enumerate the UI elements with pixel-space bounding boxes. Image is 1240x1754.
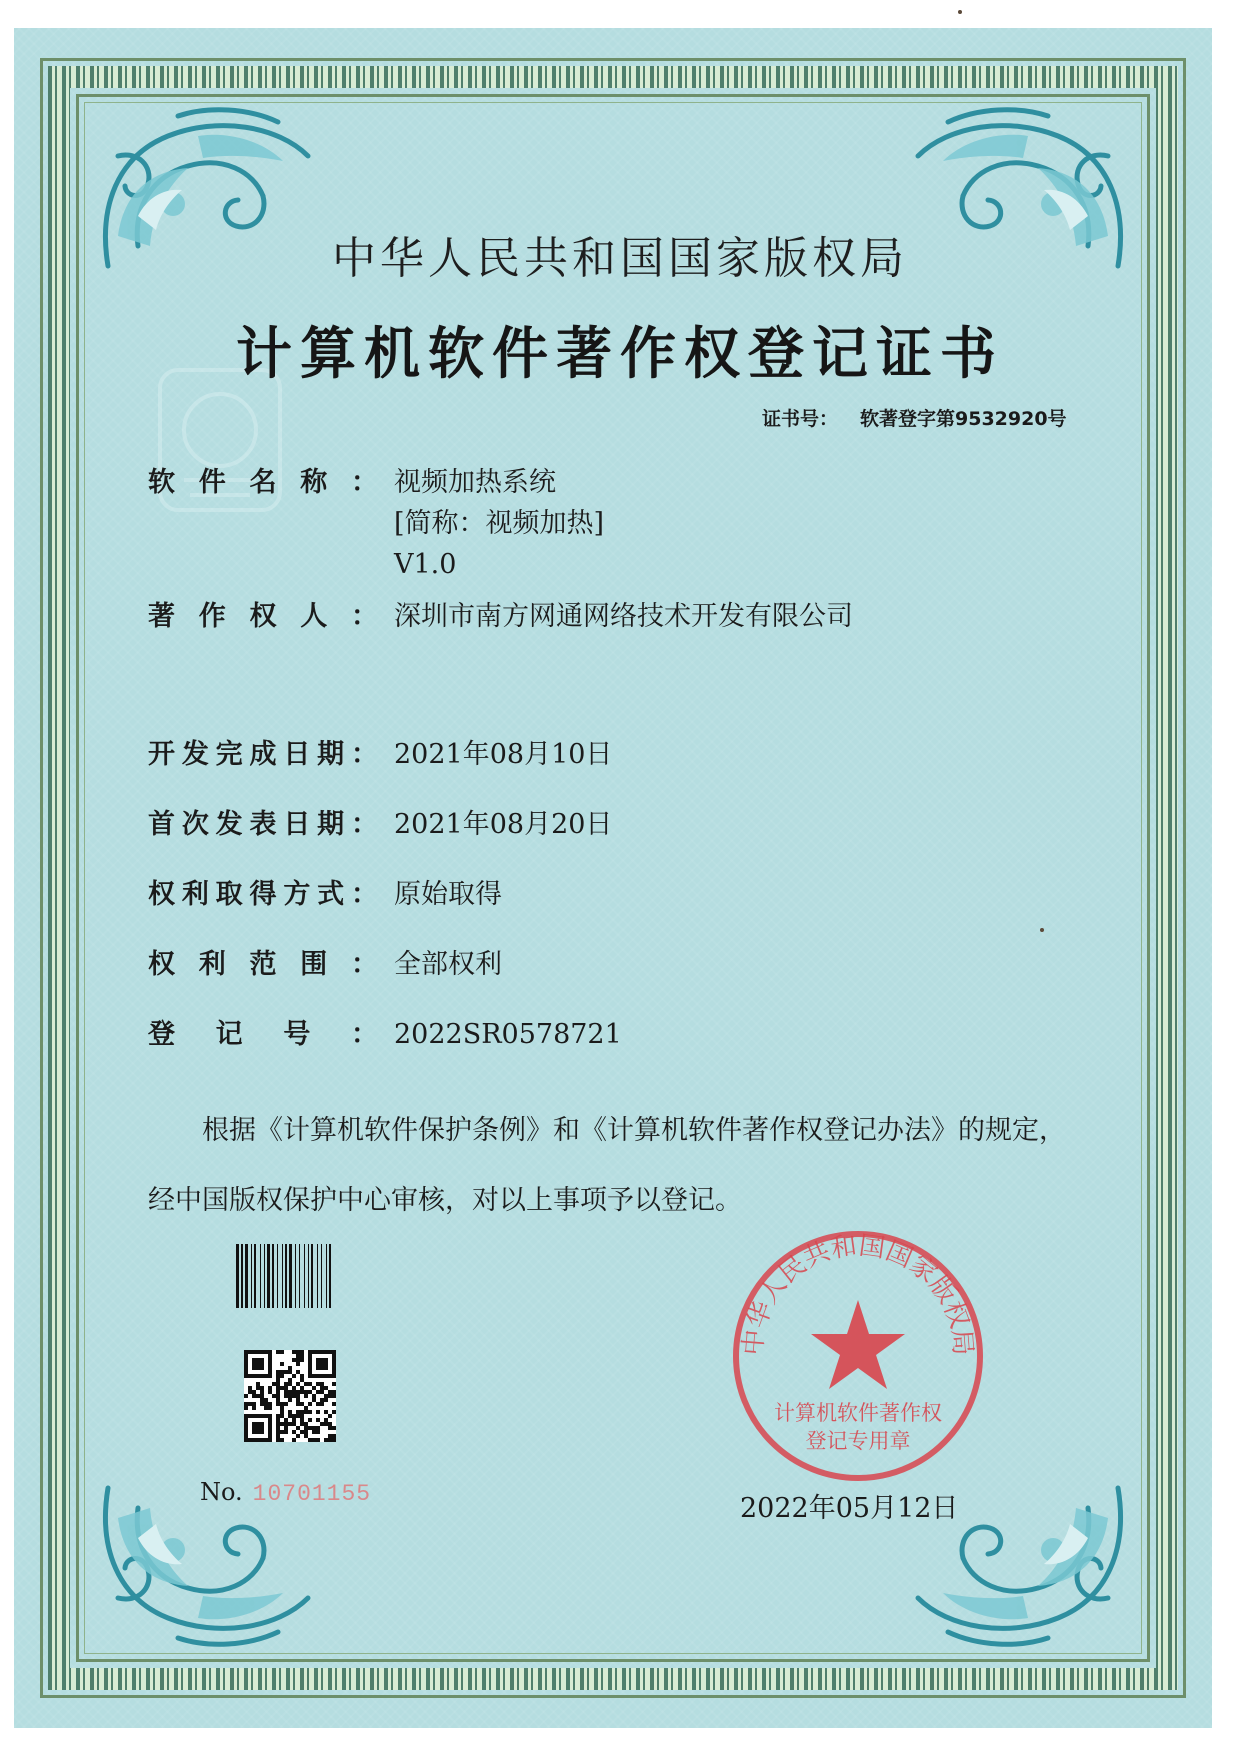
certificate-title: 计算机软件著作权登记证书: [236, 321, 1004, 387]
field-label: 登记号：: [148, 1019, 378, 1050]
field-label: 开发完成日期：: [148, 739, 378, 770]
issue-date: 2022年05月12日: [740, 1493, 959, 1524]
issuing-authority: 中华人民共和国国家版权局: [332, 233, 908, 284]
qr-code: [244, 1350, 336, 1442]
field-value: [394, 462, 604, 585]
certificate-number: [762, 404, 1067, 431]
certificate-number-label: 证书号：: [762, 408, 839, 430]
field-owner: [148, 596, 853, 637]
barcode: [236, 1244, 414, 1308]
field-value: 全部权利: [394, 949, 502, 980]
serial-value: 10701155: [252, 1481, 372, 1507]
registration-statement: 根据《计算机软件保护条例》和《计算机软件著作权登记办法》的规定，经中国版权保护中心审核，对以上事项予以登记。: [148, 1115, 1066, 1216]
field-rights-scope: [148, 944, 502, 985]
official-seal: [730, 1228, 986, 1484]
field-completion-date: [148, 734, 612, 775]
field-label: 著作权人：: [148, 601, 378, 632]
field-label: 权利范围：: [148, 949, 378, 980]
seal-line2: 登记专用章: [805, 1429, 911, 1453]
scan-speck: [958, 10, 962, 14]
field-label: 软件名称：: [148, 467, 378, 498]
seal-star-icon: [811, 1300, 905, 1389]
seal-line1: 计算机软件著作权: [774, 1401, 942, 1425]
field-value: 原始取得: [394, 879, 502, 910]
field-value: 2022SR0578721: [394, 1019, 622, 1050]
seal-arc-text: 中华人民共和国国家版权局: [738, 1230, 978, 1357]
field-label: 首次发表日期：: [148, 809, 378, 840]
software-version: V1.0: [394, 549, 457, 580]
software-short-name: [简称：视频加热]: [394, 508, 605, 539]
serial-number: [200, 1478, 371, 1507]
field-publication-date: [148, 804, 612, 845]
field-value: 2021年08月10日: [394, 739, 613, 770]
certificate-number-value: 软著登字第9532920号: [860, 408, 1067, 430]
field-software-name: [148, 462, 604, 585]
field-value: 深圳市南方网通网络技术开发有限公司: [394, 601, 853, 632]
field-acquisition-method: [148, 874, 502, 915]
field-registration-number: [148, 1014, 622, 1055]
field-label: 权利取得方式：: [148, 879, 378, 910]
field-value: 2021年08月20日: [394, 809, 613, 840]
serial-label: No.: [200, 1478, 243, 1506]
software-name: 视频加热系统: [394, 467, 556, 498]
scan-speck: [1040, 928, 1044, 932]
